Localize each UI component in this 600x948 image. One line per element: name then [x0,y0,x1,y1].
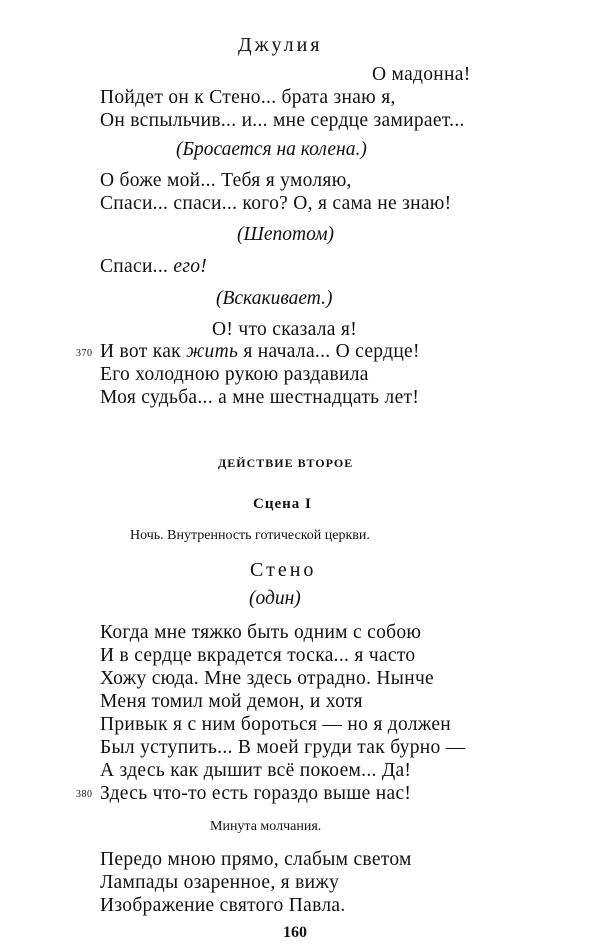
verse-line: Пойдет он к Стено... брата знаю я, [100,87,396,108]
verse-line: Лампады озаренное, я вижу [100,872,340,893]
verse-line [100,256,207,278]
speaker-julia: Джулия [238,34,323,56]
verse-emphasis: его! [173,256,208,277]
scene-title: Сцена I [253,496,312,512]
verse-text: И вот как [100,341,187,362]
stage-direction: (один) [249,588,301,609]
stage-direction-pause: Минута молчания. [210,819,322,834]
verse-line: Здесь что-то есть гораздо выше нас! [100,783,412,804]
verse-line: Меня томил мой демон, и хотя [100,691,363,712]
verse-line: Был уступить... В моей груди так бурно — [100,737,466,758]
line-number: 380 [76,789,93,800]
line-number: 370 [76,348,93,359]
verse-text: Спаси... [100,256,174,277]
verse-line: Он вспыльчив... и... мне сердце замирает... [100,110,465,131]
stage-direction: (Шепотом) [237,224,335,245]
verse-line: Изображение святого Павла. [100,895,346,916]
verse-line: А здесь как дышит всё покоем... Да! [100,760,412,781]
verse-line: Когда мне тяжко быть одним с собою [100,622,422,643]
page-number: 160 [283,924,307,941]
verse-line: Передо мною прямо, слабым светом [100,849,412,870]
verse-line: Привык я с ним бороться — но я должен [100,714,452,735]
verse-line: О боже мой... Тебя я умоляю, [100,170,352,191]
verse-text: я начала... О сердце! [238,341,420,362]
verse-line: Спаси... спаси... кого? О, я сама не знаю! [100,193,452,214]
verse-line: И в сердце вкрадется тоска... я часто [100,645,416,666]
verse-line: Его холодною рукою раздавила [100,364,369,385]
verse-line [100,341,420,363]
verse-line: О мадонна! [372,64,471,85]
stage-direction: (Вскакивает.) [216,288,333,309]
stage-direction: (Бросается на колена.) [176,139,367,160]
act-title: ДЕЙСТВИЕ ВТОРОЕ [218,456,354,470]
speaker-steno: Стено [250,559,317,581]
verse-line: О! что сказала я! [212,319,357,340]
verse-emphasis: жить [186,341,239,362]
scene-setting: Ночь. Внутренность готической церкви. [130,528,370,543]
verse-line: Моя судьба... а мне шестнадцать лет! [100,387,420,408]
verse-line: Хожу сюда. Мне здесь отрадно. Нынче [100,668,435,689]
